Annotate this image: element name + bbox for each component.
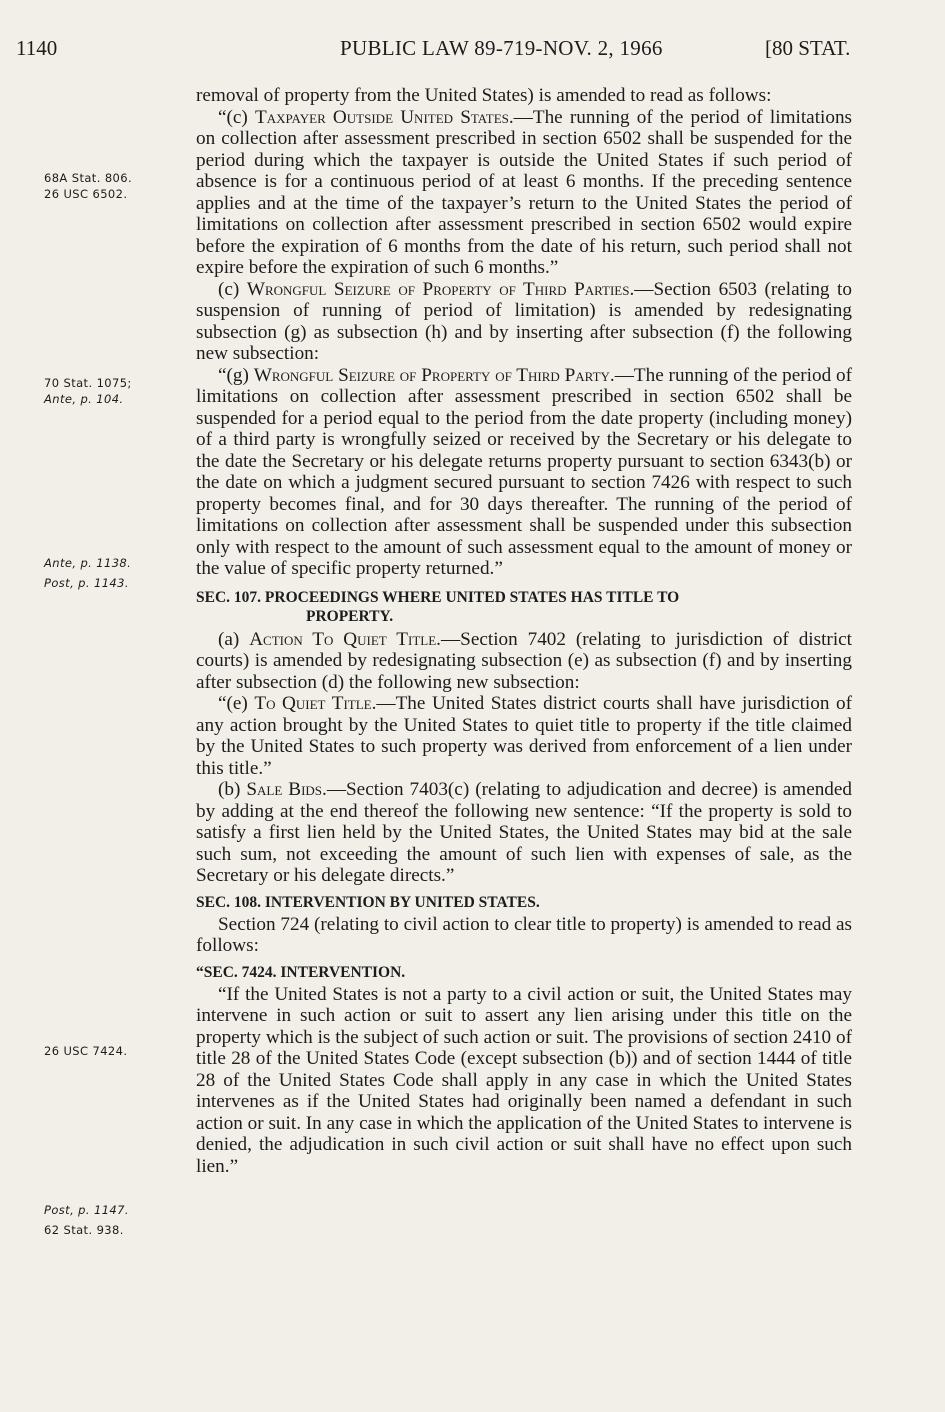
section-108-heading: SEC. 108. INTERVENTION BY UNITED STATES.: [196, 893, 540, 911]
statute-body: [196, 85, 852, 1177]
subsection-to-quiet-title: “(e) To Quiet Title.—The United States district courts shall have jurisdiction of any action brought by the United States to quiet title to property if the title claimed by the United States to such property was derived from enforcement of a lien under this title.”: [196, 693, 852, 779]
subsection-action-to-quiet-title: (a) Action To Quiet Title.—Section 7402 (relating to jurisdiction of district courts) is amended by redesignating subsection (e) as subsection (f) and by inserting after subsection (d) the following new subsection:: [196, 628, 852, 693]
subsection-heading: Wrongful Seizure of Property of Third Party.: [253, 364, 615, 386]
paragraph: removal of property from the United States) is amended to read as follows:: [196, 85, 772, 106]
margin-note-citation: Post, p. 1147. 62 Stat. 938.: [44, 1203, 129, 1237]
subsection-taxpayer-outside-us: “(c) Taxpayer Outside United States.—The running of the period of limitations on collection after assessment prescribed in section 6502 shall be suspended for the period during which the taxpayer is outside the United States if such period of absence is for a continuous period of at least 6 months. If the preceding sentence applies and at the time of the taxpayer’s return to the United States the period of limitations on collection after assessment prescribed in section 6502 would expire before the expiration of 6 months from the date of his return, such period shall not expire before the expiration of such 6 months.”: [196, 106, 853, 278]
subsection-heading: Taxpayer Outside United States.: [255, 106, 514, 128]
volume-reference: [80 STAT.: [765, 36, 851, 60]
subsection-wrongful-seizure: (c) Wrongful Seizure of Property of Third Parties.—Section 6503 (relating to suspension of running of period of limitation) is amended by redesignating subsection (g) as subsection (h) and by inserting after subsection (f) the following new subsection:: [196, 278, 852, 364]
margin-note-citation: 70 Stat. 1075; Ante, p. 104.: [44, 376, 132, 406]
subsection-sale-bids: (b) Sale Bids.—Section 7403(c) (relating to adjudication and decree) is amended by adding at the end thereof the following new sentence: “If the property is sold to satisfy a first lien held by the United States, the United States may bid at the sale such sum, not exceeding the amount of such lien with expenses of sale, as the Secretary or his delegate directs.”: [196, 779, 853, 886]
margin-note-citation: 26 USC 7424.: [44, 1044, 128, 1058]
margin-note-citation: Ante, p. 1138. Post, p. 1143.: [44, 556, 132, 590]
subsection-wrongful-seizure-third-party: “(g) Wrongful Seizure of Property of Third Party.—The running of the period of limitations on collection after assessment prescribed in section 6502 shall be suspended for a period equal to the period from the date property (including money) of a third party is wrongfully seized or received by the Secretary or his delegate to the date the Secretary or his delegate returns property pursuant to section 6343(b) or the date on which a judgment secured pursuant to section 7426 with respect to such property becomes final, and for 30 days thereafter. The running of the period of limitations on collection after assessment shall be suspended under this subsection only with respect to the amount of such assessment equal to the amount of money or the value of specific property returned.”: [196, 364, 852, 579]
subsection-heading: Wrongful Seizure of Property of Third Parties.: [246, 278, 635, 300]
paragraph: “If the United States is not a party to a civil action or suit, the United States may intervene in such action or suit to assert any lien arising under this title on the property which is the subject of such action or suit. The provisions of section 2410 of title 28 of the United States Code (except subsection (b)) and of section 1444 of title 28 of the United States Code shall apply in any case in which the United States intervenes as if the United States had originally been named a defendant in such action or suit. In any case in which the application of the United States to intervene is denied, the adjudication in such civil action or suit shall have no effect upon such lien.”: [196, 983, 852, 1177]
subsection-heading: Sale Bids.: [246, 779, 327, 800]
page-number: 1140: [16, 36, 58, 60]
margin-note-citation: 68A Stat. 806. 26 USC 6502.: [44, 171, 133, 201]
running-title: PUBLIC LAW 89-719-NOV. 2, 1966: [340, 36, 663, 60]
subsection-heading: Action To Quiet Title.: [249, 628, 441, 650]
section-107-heading: SEC. 107. PROCEEDINGS WHERE UNITED STATES HAS TITLE TO PROPERTY.: [196, 588, 680, 625]
subsection-heading: To Quiet Title.: [254, 693, 377, 714]
section-7424-heading: “SEC. 7424. INTERVENTION.: [196, 963, 406, 981]
paragraph: Section 724 (relating to civil action to clear title to property) is amended to read as follows:: [196, 913, 852, 956]
page-header: [0, 30, 945, 64]
